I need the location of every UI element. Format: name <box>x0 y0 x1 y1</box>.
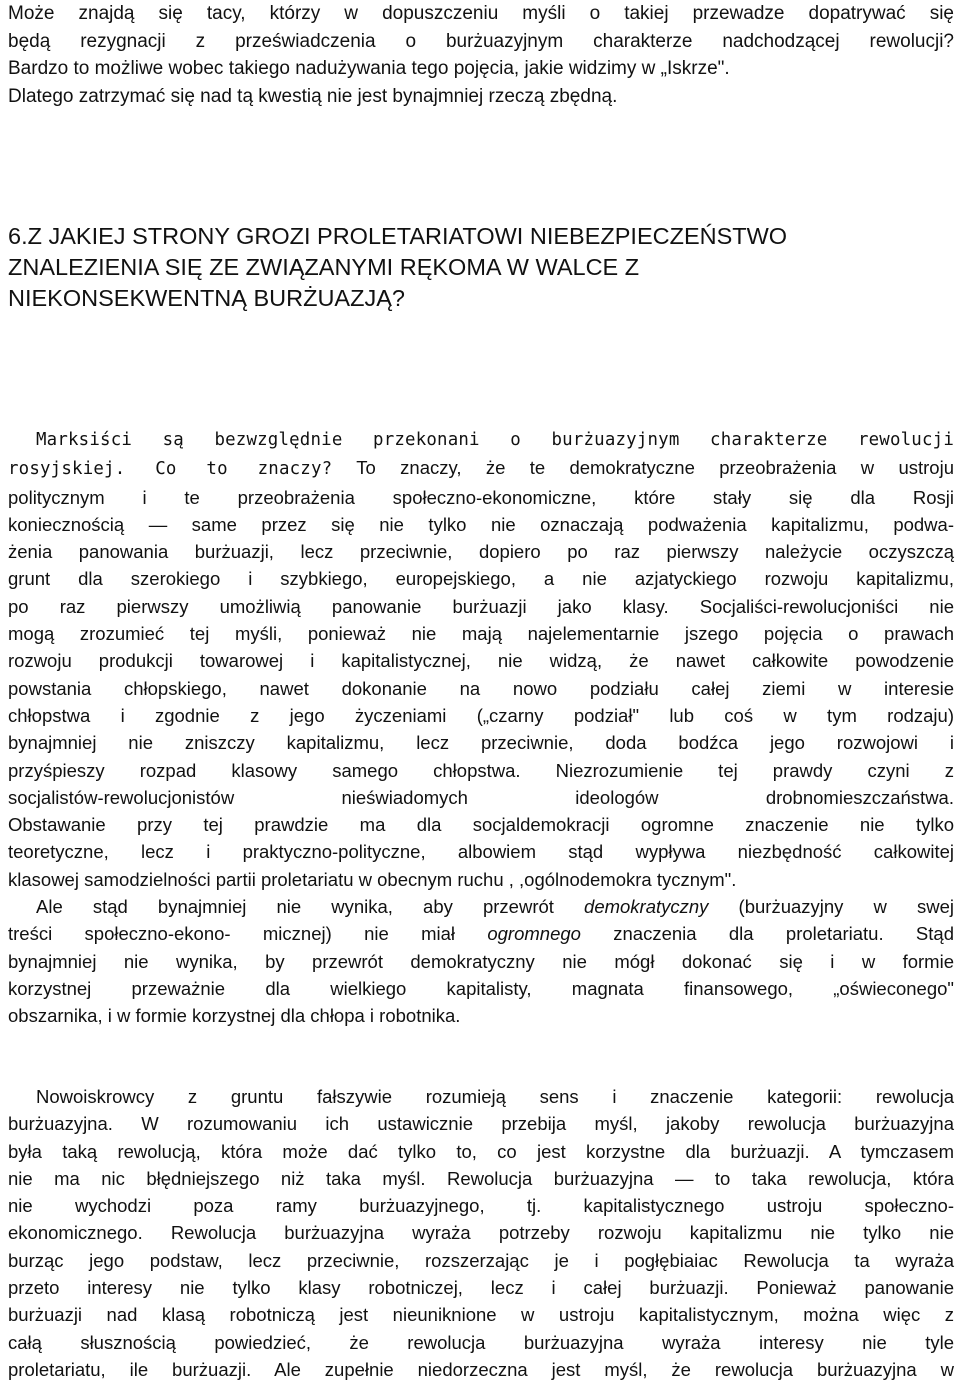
emphasis-text: demokratyczny <box>584 896 709 918</box>
text-line: Bardzo to możliwe wobec takiego nadużywania tego pojęcia, jakie widzimy w „Iskrze". <box>8 58 730 79</box>
section-heading <box>8 221 954 314</box>
text-line: politycznym i te przeobrażenia społeczno-ekonomiczne, które stały się dla Rosji <box>8 486 954 508</box>
text-line: Może znajdą się tacy, którzy w dopuszczeniu myśli o takiej przewadze dopatrywać się <box>8 3 954 24</box>
text-line: była taką rewolucją, która może dać tylko to, co jest korzystne dla burżuazji. A tymczasem <box>8 1140 954 1162</box>
text-line: przyśpieszy rozpad klasowy samego chłopstwa. Niezrozumienie tej prawdy czyni z <box>8 759 954 781</box>
text-line: nie ma nic błędniejszego niż taka myśl. Rewolucja burżuazyjna — to taka rewolucja, która <box>8 1167 954 1189</box>
heading-line: ZNALEZIENIA SIĘ ZE ZWIĄZANYMI RĘKOMA W WALCE Z <box>8 254 640 280</box>
text-line: żenia panowania burżuazji, lecz przeciwnie, dopiero po raz pierwszy należycie oczyszczą <box>8 541 954 563</box>
text-line: klasowej samodzielności partii proletariatu w obecnym ruchu , ,ogólnodemokra tycznym". <box>8 868 737 890</box>
text-line: socjalistów-rewolucjonistów nieświadomych ideologów drobnomieszczaństwa. <box>8 786 954 808</box>
heading-line: NIEKONSEKWENTNĄ BURŻUAZJĄ? <box>8 285 405 311</box>
paragraph-block-1 <box>8 427 954 1030</box>
text-line: teoretyczne, lecz i praktyczno-polityczne, albowiem stąd wypływa niezbędność całkowitej <box>8 841 954 863</box>
text-line: powstania chłopskiego, nawet dokonanie na nowo podziału całej ziemi w interesie <box>8 677 954 699</box>
text-segment: (burżuazyjny w swej <box>708 896 954 918</box>
text-line: korzystnej przeważnie dla wielkiego kapitalisty, magnata finansowego, „oświeconego" <box>8 977 954 999</box>
text-line: Marksiści są bezwzględnie przekonani o burżuazyjnym charakterze rewolucji <box>36 430 954 450</box>
intro-paragraph <box>8 0 954 110</box>
text-line: nie wychodzi poza ramy burżuazyjnego, tj. kapitalistycznego ustroju społeczno- <box>8 1195 954 1217</box>
text-line: Dlatego zatrzymać się nad tą kwestią nie jest bynajmniej rzeczą zbędną. <box>8 85 618 107</box>
text-line: burząc jego podstaw, lecz przeciwnie, rozszerzając je i pogłębiaiac Rewolucja ta wyraża <box>8 1249 954 1271</box>
text-segment: znaczenia dla proletariatu. Stąd <box>580 923 954 945</box>
text-line: bynajmniej nie wynika, by przewrót demokratyczny nie mógł dokonać się i w formie <box>8 950 954 972</box>
text-line: ekonomicznego. Rewolucja burżuazyjna wyraża potrzeby rozwoju kapitalizmu nie tylko nie <box>8 1222 954 1244</box>
text-line: Obstawanie przy tej prawdzie ma dla socjaldemokracji ogromne znaczenie nie tylko <box>8 814 954 836</box>
text-segment: Ale stąd bynajmniej nie wynika, aby przewrót <box>36 896 585 918</box>
text-line: obszarnika, i w formie korzystnej dla chłopa i robotnika. <box>8 1005 461 1027</box>
paragraph-block-2 <box>8 1083 954 1383</box>
emphasis-text: ogromnego <box>487 923 581 945</box>
text-line: burżuazyjna. W rozumowaniu ich ustawicznie przebija myśl, jakoby rewolucja burżuazyjna <box>8 1113 954 1135</box>
heading-line: 6.Z JAKIEJ STRONY GROZI PROLETARIATOWI NIEBEZPIECZEŃSTWO <box>8 223 788 249</box>
text-segment: treści społeczno-ekono- micznej) nie miał <box>8 923 488 945</box>
text-line <box>8 893 954 920</box>
text-line: będą rezygnacji z przeświadczenia o burżuazyjnym charakterze nadchodzącej rewolucji? <box>8 30 954 52</box>
text-line: mogą zrozumieć tej myśli, ponieważ nie mają najelementarnie jszego pojęcia o prawach <box>8 623 954 645</box>
text-line: przeto interesy nie tylko klasy robotniczej, lecz i całej burżuazji. Ponieważ panowanie <box>8 1277 954 1299</box>
document-page <box>8 0 954 1380</box>
text-line: burżuazji nad klasą robotniczą jest nieuniknione w ustroju kapitalistycznym, można więc z <box>8 1304 954 1326</box>
text-line: proletariatu, ile burżuazji. Ale zupełnie niedorzeczna jest myśl, że rewolucja burżuazyjna w <box>8 1358 954 1380</box>
text-line: koniecznością — same przez się nie tylko nie oznaczają podważenia kapitalizmu, podwa- <box>8 513 954 535</box>
text-segment: rosyjskiej. Co to znaczy? <box>8 459 333 480</box>
text-line: rozwoju produkcji towarowej i kapitalistycznej, nie widzą, że nawet całkowite powodzenie <box>8 650 954 672</box>
text-segment: To znaczy, że te demokratyczne przeobrażenia w ustroju <box>332 457 954 479</box>
text-line: grunt dla szerokiego i szybkiego, europejskiego, a nie azjatyckiego rozwoju kapitalizmu, <box>8 568 954 590</box>
text-line: po raz pierwszy umożliwią panowanie burżuazji jako klasy. Socjaliści-rewolucjoniści nie <box>8 595 954 617</box>
text-line <box>8 920 954 947</box>
text-line: chłopstwa i zgodnie z jego życzeniami („czarny podział" lub coś w tym rodzaju) <box>8 704 954 726</box>
text-line <box>8 454 954 483</box>
text-line: całą słusznością powiedzieć, że rewolucja burżuazyjna wyraża interesy nie tyle <box>8 1331 954 1353</box>
text-line: Nowoiskrowcy z gruntu fałszywie rozumieją sens i znaczenie kategorii: rewolucja <box>36 1086 954 1107</box>
text-line: bynajmniej nie zniszczy kapitalizmu, lecz przeciwnie, doda bodźca jego rozwojowi i <box>8 732 954 754</box>
